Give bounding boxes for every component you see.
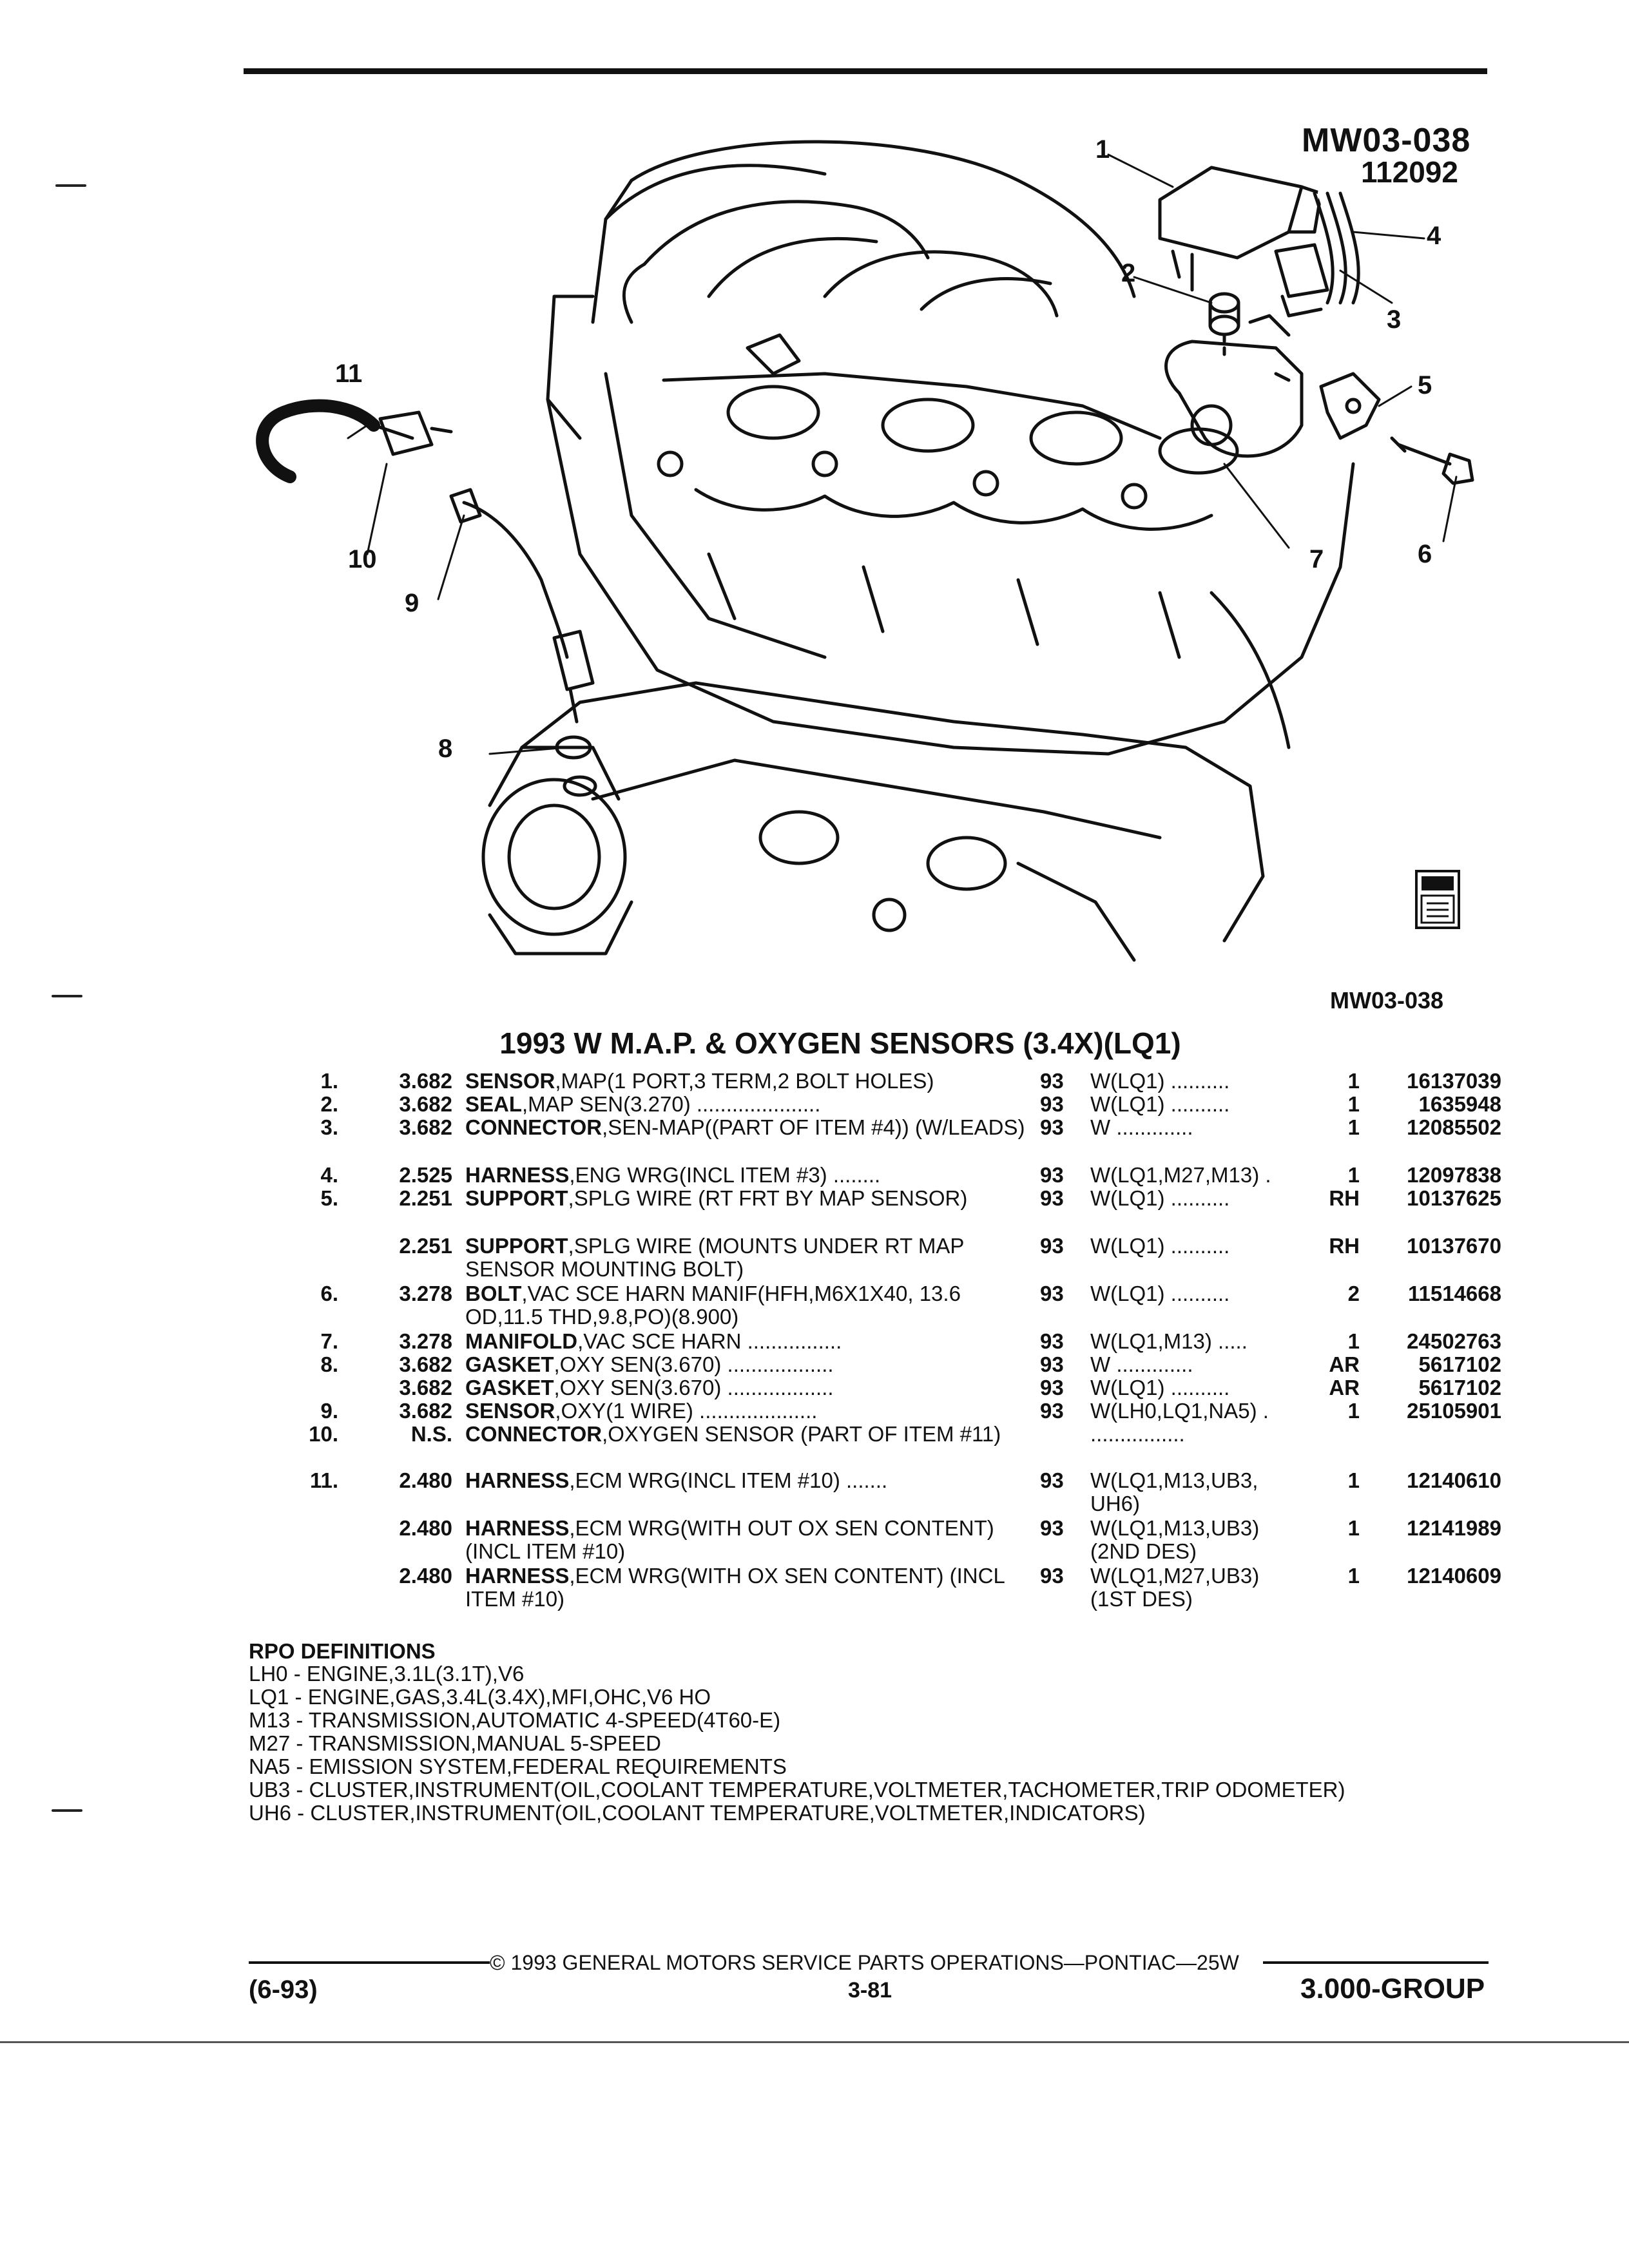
part-description	[465, 1330, 1032, 1353]
part-detail: ,SEN-MAP((PART OF ITEM #4)) (W/LEADS)	[602, 1115, 1025, 1139]
part-description	[465, 1517, 1032, 1563]
model-year: 93	[1040, 1399, 1064, 1423]
group-number: 3.278	[399, 1329, 452, 1353]
model-code: W .............	[1090, 1115, 1193, 1139]
group-number: 2.480	[399, 1468, 452, 1492]
model-year: 93	[1040, 1186, 1064, 1210]
part-number: 2.	[320, 1092, 338, 1116]
intake-manifold	[548, 142, 1160, 438]
group-number: 3.682	[399, 1069, 452, 1093]
part-name: CONNECTOR	[465, 1115, 602, 1139]
part-name: HARNESS	[465, 1163, 570, 1187]
rpo-heading: RPO DEFINITIONS	[249, 1639, 436, 1663]
footer-rule-left	[249, 1961, 490, 1964]
part-description	[465, 1187, 1032, 1210]
part-number-code: 24502763	[1407, 1329, 1501, 1353]
figure-code: 112092	[1361, 155, 1458, 189]
model-year: 93	[1040, 1092, 1064, 1116]
part-description	[465, 1399, 1032, 1423]
part-name: HARNESS	[465, 1516, 570, 1540]
margin-tick	[52, 995, 82, 997]
copyright: © 1993 GENERAL MOTORS SERVICE PARTS OPERATIONS—PONTIAC—25W	[490, 1951, 1239, 1974]
part-number-code: 10137670	[1407, 1234, 1501, 1258]
quantity: AR	[1329, 1352, 1360, 1376]
figure-id: MW03-038	[1302, 122, 1471, 159]
model-code: W(LQ1,M27,M13) .	[1090, 1163, 1271, 1187]
part-name: HARNESS	[465, 1468, 570, 1492]
model-code: W(LQ1) ..........	[1090, 1186, 1230, 1210]
rpo-line: M27 - TRANSMISSION,MANUAL 5-SPEED	[249, 1731, 661, 1755]
part-description	[465, 1353, 1032, 1376]
rpo-line: NA5 - EMISSION SYSTEM,FEDERAL REQUIREMENTS	[249, 1754, 787, 1778]
callout-9: 9	[405, 589, 419, 617]
model-code: W(LQ1) ..........	[1090, 1376, 1230, 1399]
group-number: 2.251	[399, 1186, 452, 1210]
part-name: SENSOR	[465, 1399, 555, 1423]
quantity: 1	[1347, 1115, 1360, 1139]
part-description	[465, 1564, 1032, 1611]
callout-11: 11	[335, 360, 363, 388]
part-description	[465, 1282, 1032, 1329]
model-year: 93	[1040, 1516, 1064, 1540]
part-number: 3.	[320, 1115, 338, 1139]
part-name: HARNESS	[465, 1564, 570, 1588]
page-number: 3-81	[848, 1978, 892, 2003]
callout-6: 6	[1418, 540, 1432, 568]
margin-tick	[52, 1809, 82, 1812]
part-number-code: 12085502	[1407, 1115, 1501, 1139]
group-number: 3.682	[399, 1376, 452, 1399]
map-seal	[1210, 294, 1239, 361]
part-number: 5.	[320, 1186, 338, 1210]
part-description	[465, 1235, 1032, 1281]
part-number: 9.	[320, 1399, 338, 1423]
page-title: 1993 W M.A.P. & OXYGEN SENSORS (3.4X)(LQ1)	[499, 1026, 1181, 1060]
part-number-code: 5617102	[1418, 1376, 1501, 1399]
model-code: W(LQ1,M27,UB3) (1ST DES)	[1090, 1564, 1260, 1611]
part-detail: ,MAP SEN(3.270) .....................	[522, 1092, 821, 1116]
callout-1: 1	[1095, 135, 1110, 164]
vacuum-bolt	[1392, 438, 1472, 483]
part-number-code: 25105901	[1407, 1399, 1501, 1423]
part-detail: ,OXYGEN SENSOR (PART OF ITEM #11)	[602, 1422, 1001, 1446]
group-number: N.S.	[410, 1422, 452, 1446]
part-number-code: 11514668	[1407, 1282, 1501, 1305]
model-code: W(LQ1,M13) .....	[1090, 1329, 1248, 1353]
part-number: 4.	[320, 1163, 338, 1187]
quantity: 2	[1347, 1282, 1360, 1305]
part-description	[465, 1116, 1032, 1139]
part-detail: ,MAP(1 PORT,3 TERM,2 BOLT HOLES)	[555, 1069, 934, 1093]
part-detail: ,ENG WRG(INCL ITEM #3) ........	[569, 1163, 881, 1187]
wire-support	[1321, 374, 1379, 438]
rpo-line: LQ1 - ENGINE,GAS,3.4L(3.4X),MFI,OHC,V6 HO	[249, 1685, 711, 1709]
oxygen-sensor	[451, 490, 593, 722]
part-detail: ,VAC SCE HARN ................	[577, 1329, 842, 1353]
map-sensor	[1160, 168, 1321, 290]
bottom-rule	[0, 2041, 1629, 2043]
part-name: SEAL	[465, 1092, 523, 1116]
part-number: 11.	[309, 1468, 338, 1492]
top-rule	[244, 68, 1487, 74]
quantity: 1	[1347, 1516, 1360, 1540]
part-name: CONNECTOR	[465, 1422, 602, 1446]
part-description	[465, 1423, 1032, 1446]
quantity: 1	[1347, 1069, 1360, 1093]
part-name: GASKET	[465, 1376, 554, 1399]
model-year: 93	[1040, 1468, 1064, 1492]
part-detail: ,OXY SEN(3.670) ..................	[554, 1352, 834, 1376]
oxygen-connector	[380, 412, 451, 454]
part-detail: ,VAC SCE HARN MANIF(HFH,M6X1X40, 13.6 OD,11.5 THD,9.8,PO)(8.900)	[465, 1282, 961, 1329]
group-number: 3.682	[399, 1115, 452, 1139]
model-year: 93	[1040, 1234, 1064, 1258]
part-detail: ,ECM WRG(INCL ITEM #10) .......	[569, 1468, 888, 1492]
model-code: W(LH0,LQ1,NA5) .	[1090, 1399, 1269, 1423]
part-description	[465, 1376, 1032, 1399]
model-code: W(LQ1) ..........	[1090, 1234, 1230, 1258]
group-number: 3.278	[399, 1282, 452, 1305]
margin-tick	[55, 184, 86, 187]
quantity: RH	[1329, 1234, 1360, 1258]
gm-spo-logo	[1415, 870, 1460, 929]
part-number: 1.	[320, 1069, 338, 1093]
rpo-line: UB3 - CLUSTER,INSTRUMENT(OIL,COOLANT TEMPERATURE,VOLTMETER,TACHOMETER,TRIP ODOMETER)	[249, 1778, 1345, 1802]
leader-lines	[348, 155, 1456, 754]
callout-5: 5	[1418, 371, 1432, 399]
part-description	[465, 1164, 1032, 1187]
part-name: SENSOR	[465, 1069, 555, 1093]
part-name: SUPPORT	[465, 1234, 568, 1258]
callout-4: 4	[1427, 222, 1441, 250]
cylinder-head	[548, 335, 1353, 754]
model-year: 93	[1040, 1564, 1064, 1588]
part-description	[465, 1070, 1032, 1093]
part-name: MANIFOLD	[465, 1329, 578, 1353]
group-number: 3.682	[399, 1399, 452, 1423]
part-name: SUPPORT	[465, 1186, 568, 1210]
callout-10: 10	[348, 545, 377, 573]
part-number-code: 1635948	[1418, 1092, 1501, 1116]
part-detail: ,SPLG WIRE (MOUNTS UNDER RT MAP SENSOR MOUNTING BOLT)	[465, 1234, 964, 1281]
rpo-line: M13 - TRANSMISSION,AUTOMATIC 4-SPEED(4T60-E)	[249, 1708, 781, 1732]
part-number-code: 12097838	[1407, 1163, 1501, 1187]
model-year: 93	[1040, 1352, 1064, 1376]
model-year: 93	[1040, 1115, 1064, 1139]
part-number-code: 5617102	[1418, 1352, 1501, 1376]
footer-rule-right	[1263, 1961, 1489, 1964]
part-name: BOLT	[465, 1282, 522, 1305]
model-code: W(LQ1) ..........	[1090, 1092, 1230, 1116]
quantity: RH	[1329, 1186, 1360, 1210]
vacuum-manifold	[1166, 316, 1302, 456]
part-detail: ,SPLG WIRE (RT FRT BY MAP SENSOR)	[568, 1186, 968, 1210]
quantity: 1	[1347, 1564, 1360, 1588]
part-number-code: 12140609	[1407, 1564, 1501, 1588]
model-code: W(LQ1,M13,UB3, UH6)	[1090, 1468, 1258, 1515]
model-year: 93	[1040, 1069, 1064, 1093]
part-number-code: 12140610	[1407, 1468, 1501, 1492]
quantity: AR	[1329, 1376, 1360, 1399]
model-year: 93	[1040, 1163, 1064, 1187]
group-number: 3.682	[399, 1352, 452, 1376]
rpo-line: UH6 - CLUSTER,INSTRUMENT(OIL,COOLANT TEMPERATURE,VOLTMETER,INDICATORS)	[249, 1801, 1146, 1825]
part-description	[465, 1469, 1032, 1492]
model-code: W(LQ1,M13,UB3) (2ND DES)	[1090, 1516, 1260, 1563]
group-number: 3.682	[399, 1092, 452, 1116]
part-number: 8.	[320, 1352, 338, 1376]
quantity: 1	[1347, 1092, 1360, 1116]
footer-date: (6-93)	[249, 1975, 318, 2004]
model-year: 93	[1040, 1376, 1064, 1399]
model-code: W(LQ1) ..........	[1090, 1069, 1230, 1093]
part-number: 10.	[309, 1422, 338, 1446]
group-number: 2.480	[399, 1564, 452, 1588]
quantity: 1	[1347, 1163, 1360, 1187]
part-detail: ,ECM WRG(WITH OUT OX SEN CONTENT)(INCL ITEM #10)	[465, 1516, 994, 1563]
quantity: 1	[1347, 1329, 1360, 1353]
callout-7: 7	[1309, 545, 1324, 573]
model-code: W .............	[1090, 1352, 1193, 1376]
part-number: 7.	[320, 1329, 338, 1353]
quantity: 1	[1347, 1468, 1360, 1492]
part-name: GASKET	[465, 1352, 554, 1376]
callout-8: 8	[438, 735, 453, 763]
quantity: 1	[1347, 1399, 1360, 1423]
group-number: 2.251	[399, 1234, 452, 1258]
part-number: 6.	[320, 1282, 338, 1305]
model-year: 93	[1040, 1282, 1064, 1305]
exhaust-manifold	[483, 593, 1289, 960]
callout-3: 3	[1387, 305, 1402, 334]
group-number: 2.480	[399, 1516, 452, 1540]
part-number-code: 12141989	[1407, 1516, 1501, 1540]
engine-harness	[1315, 193, 1358, 303]
part-number-code: 16137039	[1407, 1069, 1501, 1093]
part-detail: ,OXY(1 WIRE) ....................	[555, 1399, 818, 1423]
part-detail: ,ECM WRG(WITH OX SEN CONTENT) (INCL ITEM #10)	[465, 1564, 1005, 1611]
model-year: 93	[1040, 1329, 1064, 1353]
map-connector	[1276, 245, 1327, 316]
model-code: ................	[1090, 1422, 1185, 1446]
part-number-code: 10137625	[1407, 1186, 1501, 1210]
part-detail: ,OXY SEN(3.670) ..................	[554, 1376, 834, 1399]
model-code: W(LQ1) ..........	[1090, 1282, 1230, 1305]
footer-group: 3.000-GROUP	[1300, 1973, 1485, 2004]
figure-id-bottom: MW03-038	[1330, 987, 1444, 1014]
rpo-line: LH0 - ENGINE,3.1L(3.1T),V6	[249, 1662, 525, 1686]
part-description	[465, 1093, 1032, 1116]
callout-2: 2	[1121, 259, 1136, 287]
group-number: 2.525	[399, 1163, 452, 1187]
